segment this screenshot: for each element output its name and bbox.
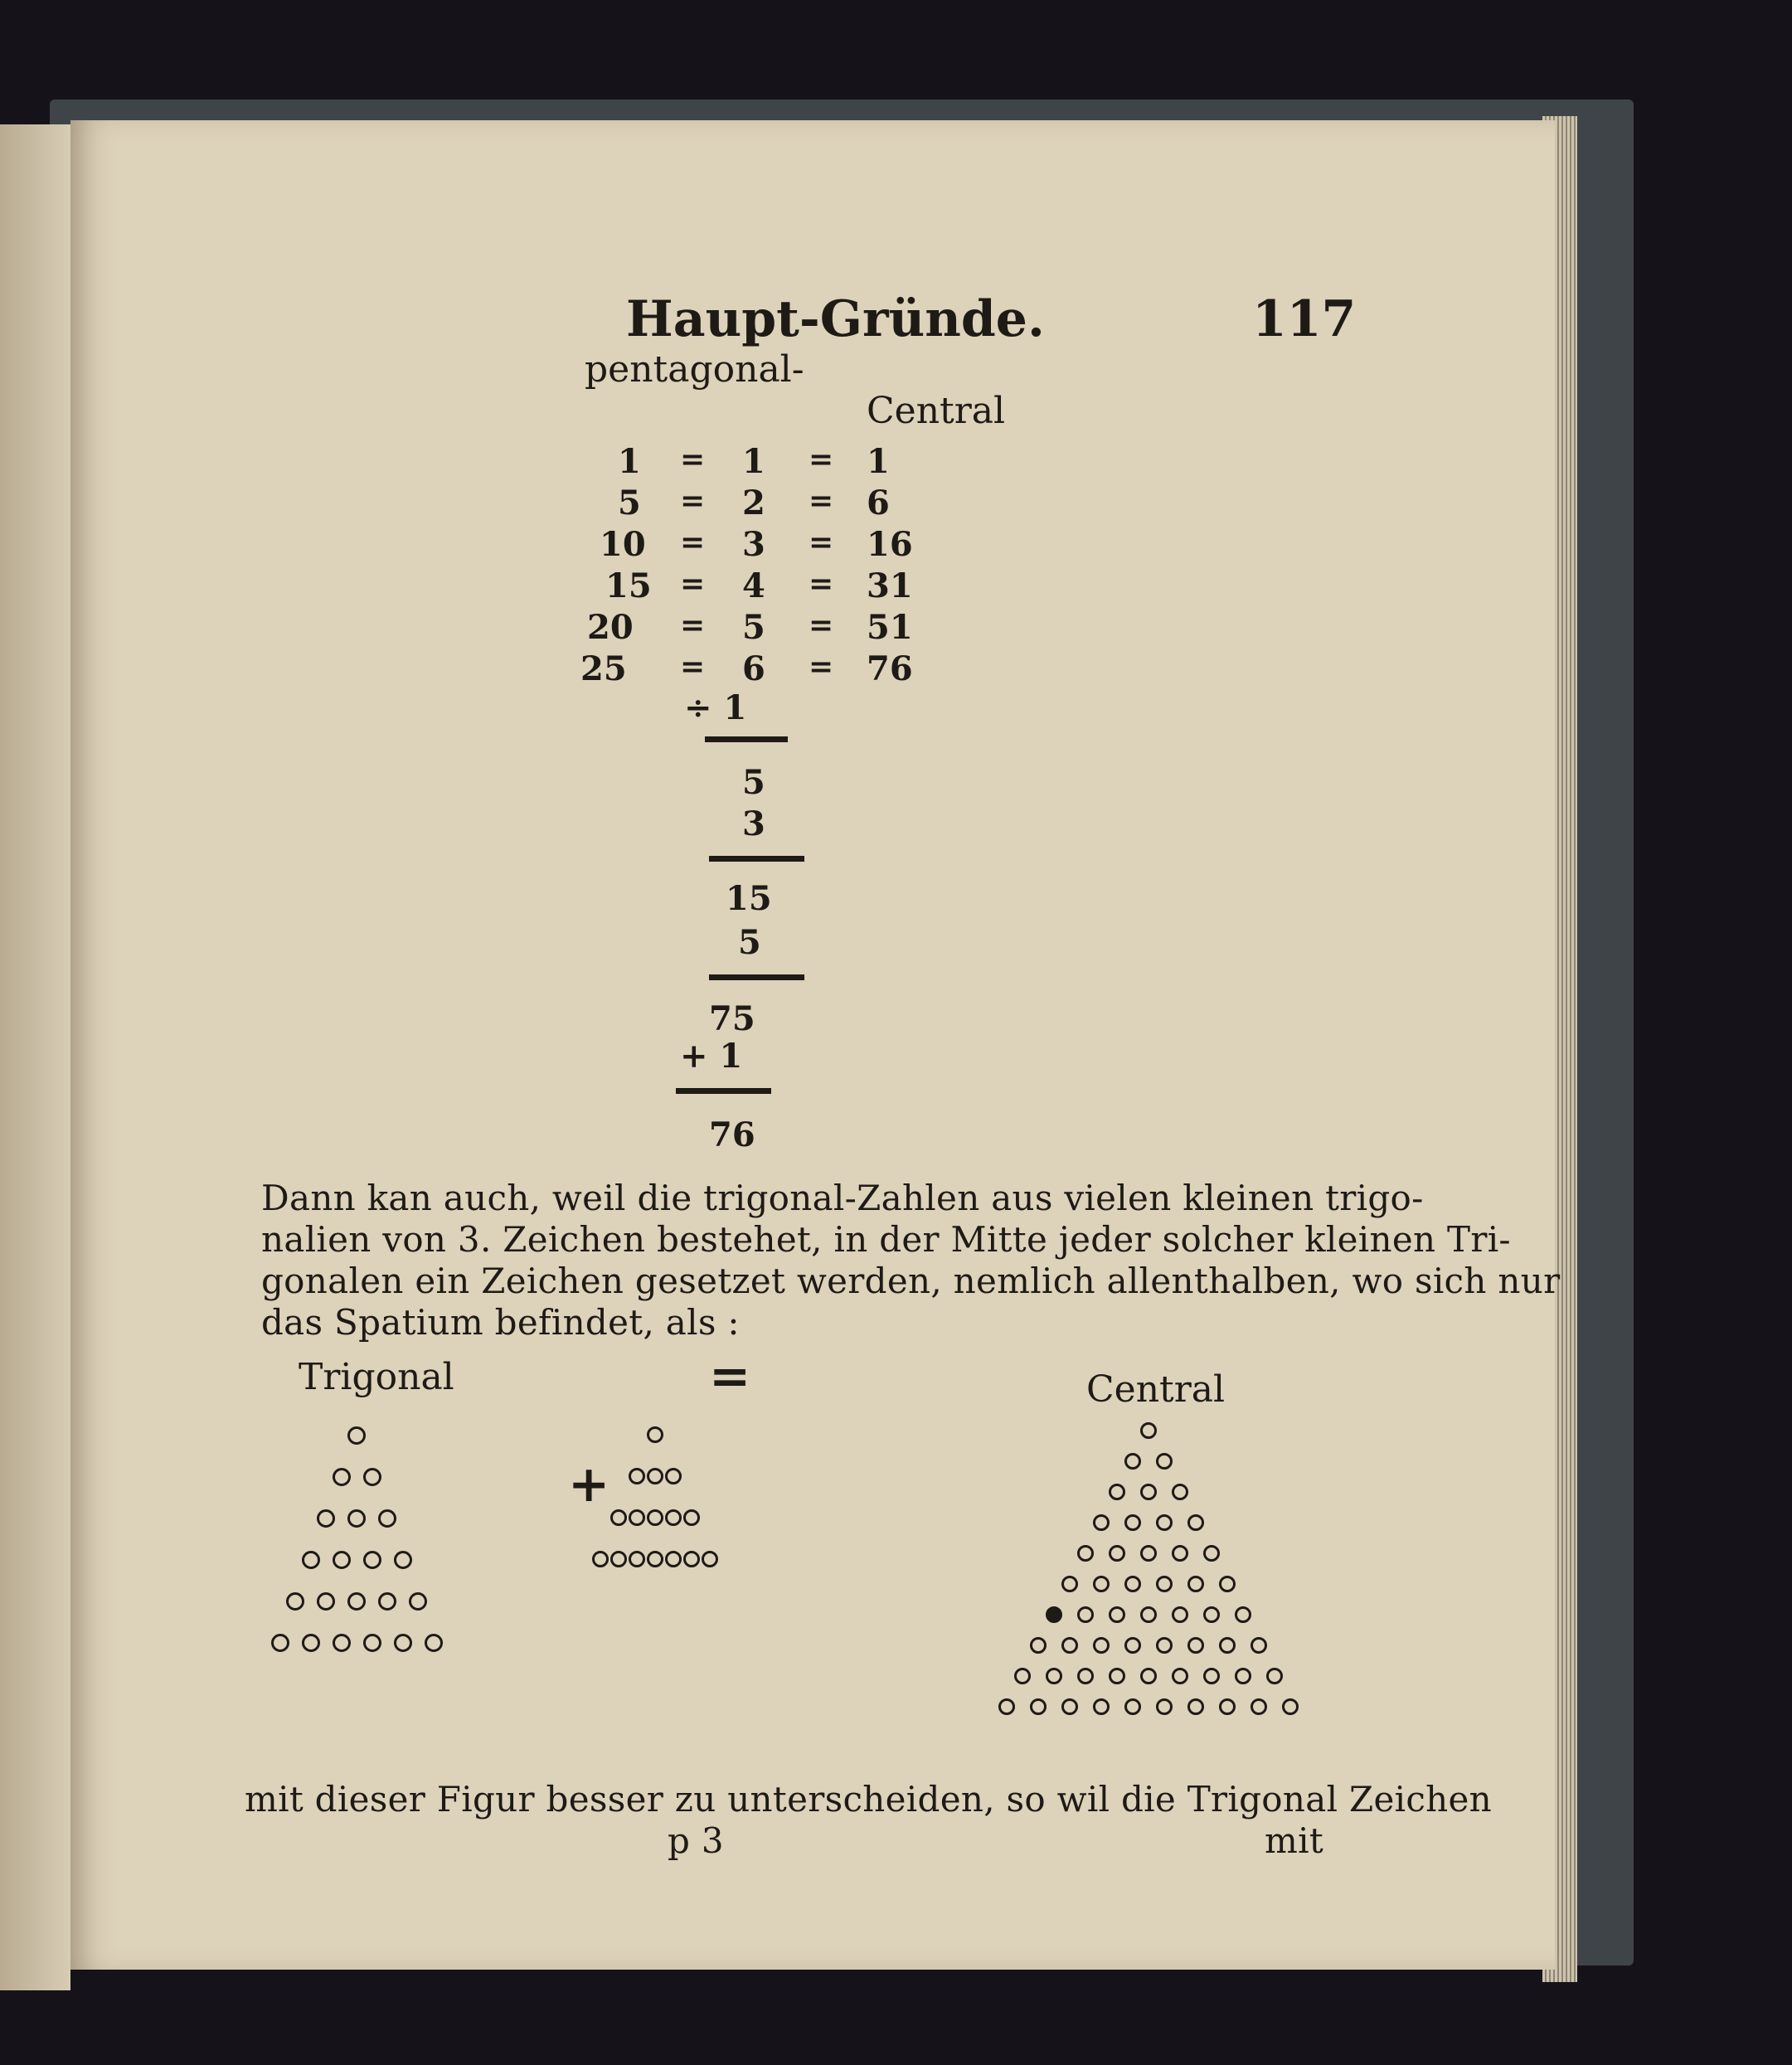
calc-step-divide: ÷ 1 <box>684 688 747 727</box>
row-separator: = <box>680 566 706 601</box>
figure-dot <box>629 1551 645 1567</box>
row-separator: = <box>680 483 706 518</box>
figure-dot <box>1093 1698 1110 1715</box>
figure-dot <box>665 1509 682 1526</box>
equals-sign: = <box>709 1348 751 1406</box>
figure-dot <box>1187 1576 1204 1592</box>
catchword: mit <box>1265 1820 1324 1861</box>
figure-dot <box>1187 1637 1204 1654</box>
figure-dot <box>629 1468 645 1484</box>
figure-dot <box>647 1509 663 1526</box>
figure-dot <box>347 1426 366 1445</box>
figure-dot <box>1061 1576 1078 1592</box>
figure-dot <box>1235 1606 1251 1623</box>
figure-dot <box>1030 1698 1047 1715</box>
figure-dot <box>1124 1637 1141 1654</box>
figure-dot <box>1077 1668 1094 1684</box>
row-separator: = <box>809 442 834 477</box>
central-column-label: Central <box>867 390 1006 432</box>
figure-dot <box>1046 1606 1062 1623</box>
signature-mark: p 3 <box>668 1820 724 1861</box>
index-value: 6 <box>742 649 765 688</box>
calc-rule-1 <box>705 736 788 742</box>
paragraph-line: nalien von 3. Zeichen bestehet, in der Mitte jeder solcher kleinen Tri- <box>261 1219 1511 1260</box>
row-separator: = <box>680 649 706 684</box>
figure-dot <box>629 1509 645 1526</box>
figure-dot <box>1172 1668 1188 1684</box>
figure-dot <box>1156 1637 1173 1654</box>
footer-line: mit dieser Figur besser zu unterscheiden, so wil die Trigonal Zeichen <box>245 1779 1493 1820</box>
index-value: 4 <box>742 566 765 605</box>
figure-dot <box>394 1551 412 1569</box>
figure-dot <box>1266 1668 1283 1684</box>
figure-dot <box>363 1551 381 1569</box>
figure-dot <box>665 1468 682 1484</box>
figure-dot <box>1109 1606 1125 1623</box>
paragraph-line: Dann kan auch, weil die trigonal-Zahlen aus vielen kleinen trigo- <box>261 1178 1424 1218</box>
figure-dot <box>1251 1637 1267 1654</box>
running-head: Haupt-Gründe. <box>626 290 1045 348</box>
figure-dot <box>1203 1545 1220 1562</box>
pentagonal-column-label: pentagonal- <box>585 348 804 391</box>
figure-dot <box>394 1634 412 1652</box>
pentagonal-value: 5 <box>618 483 641 522</box>
figure-dot <box>1140 1422 1157 1439</box>
row-separator: = <box>680 525 706 560</box>
pentagonal-value: 25 <box>580 649 627 688</box>
figure-dot <box>1219 1576 1236 1592</box>
figure-dot <box>1282 1698 1299 1715</box>
central-value: 76 <box>867 649 913 688</box>
figure-dot <box>1251 1698 1267 1715</box>
figure-dot <box>347 1592 366 1611</box>
calc-rule-3 <box>709 974 804 980</box>
plus-sign: + <box>568 1455 610 1514</box>
figure-dot <box>1093 1637 1110 1654</box>
figure-dot <box>363 1468 381 1486</box>
figure-dot <box>1203 1606 1220 1623</box>
figure-dot <box>286 1592 304 1611</box>
pentagonal-value: 1 <box>618 442 641 481</box>
figure-dot <box>683 1509 700 1526</box>
figure-dot <box>363 1634 381 1652</box>
figure-dot <box>378 1509 396 1528</box>
figure-dot <box>1140 1606 1157 1623</box>
figure-dot <box>409 1592 427 1611</box>
figure-dot <box>1172 1484 1188 1500</box>
figure-dot <box>378 1592 396 1611</box>
figure-dot <box>1156 1453 1173 1470</box>
figure-dot <box>1156 1698 1173 1715</box>
figure-dot <box>647 1468 663 1484</box>
figure-dot <box>1219 1698 1236 1715</box>
central-value: 6 <box>867 483 890 522</box>
figure-dot <box>1219 1637 1236 1654</box>
figure-dot <box>1061 1698 1078 1715</box>
figure-dot <box>647 1551 663 1567</box>
book-page <box>70 120 1561 1970</box>
figure-dot <box>333 1468 351 1486</box>
paragraph-line: gonalen ein Zeichen gesetzet werden, nemlich allenthalben, wo sich nur <box>261 1261 1561 1301</box>
central-figure-label: Central <box>1086 1368 1226 1411</box>
figure-dot <box>1140 1545 1157 1562</box>
figure-dot <box>1077 1545 1094 1562</box>
figure-dot <box>1172 1545 1188 1562</box>
figure-dot <box>1124 1576 1141 1592</box>
row-separator: = <box>809 566 834 601</box>
row-separator: = <box>809 483 834 518</box>
figure-dot <box>1140 1668 1157 1684</box>
figure-dot <box>347 1509 366 1528</box>
central-value: 51 <box>867 608 913 647</box>
figure-dot <box>1124 1698 1141 1715</box>
pentagonal-value: 15 <box>605 566 652 605</box>
figure-dot <box>271 1634 289 1652</box>
row-separator: = <box>809 525 834 560</box>
figure-dot <box>702 1551 718 1567</box>
figure-dot <box>610 1551 627 1567</box>
figure-dot <box>1172 1606 1188 1623</box>
figure-dot <box>1061 1637 1078 1654</box>
calc-rule-4 <box>676 1088 771 1094</box>
figure-dot <box>425 1634 443 1652</box>
figure-dot <box>1203 1668 1220 1684</box>
figure-dot <box>302 1551 320 1569</box>
index-value: 5 <box>742 608 765 647</box>
figure-dot <box>1046 1668 1062 1684</box>
figure-dot <box>1109 1484 1125 1500</box>
figure-dot <box>592 1551 609 1567</box>
figure-dot <box>647 1426 663 1443</box>
figure-dot <box>1093 1514 1110 1531</box>
figure-dot <box>998 1698 1015 1715</box>
figure-dot <box>1030 1637 1047 1654</box>
facing-page-edge <box>0 124 70 1990</box>
figure-dot <box>317 1509 335 1528</box>
figure-dot <box>1187 1514 1204 1531</box>
central-value: 16 <box>867 525 913 564</box>
index-value: 3 <box>742 525 765 564</box>
figure-dot <box>683 1551 700 1567</box>
central-value: 31 <box>867 566 913 605</box>
figure-dot <box>333 1634 351 1652</box>
figure-dot <box>1093 1576 1110 1592</box>
figure-dot <box>333 1551 351 1569</box>
pentagonal-value: 10 <box>600 525 646 564</box>
calc-step: 15 <box>726 879 772 918</box>
figure-dot <box>1109 1668 1125 1684</box>
calc-rule-2 <box>709 856 804 862</box>
figure-dot <box>1156 1576 1173 1592</box>
pentagonal-value: 20 <box>587 608 634 647</box>
paragraph-line: das Spatium befindet, als : <box>261 1302 740 1343</box>
figure-dot <box>1156 1514 1173 1531</box>
calc-result: 76 <box>709 1115 755 1154</box>
row-separator: = <box>809 649 834 684</box>
figure-dot <box>610 1509 627 1526</box>
calc-step: 75 <box>709 999 755 1038</box>
figure-dot <box>1140 1484 1157 1500</box>
page-number: 117 <box>1252 290 1357 348</box>
figure-dot <box>1124 1453 1141 1470</box>
figure-dot <box>1014 1668 1031 1684</box>
calc-step: 3 <box>742 804 765 843</box>
calc-step-add: + 1 <box>680 1037 743 1076</box>
row-separator: = <box>809 608 834 643</box>
figure-dot <box>1109 1545 1125 1562</box>
figure-dot <box>665 1551 682 1567</box>
central-value: 1 <box>867 442 890 481</box>
index-value: 1 <box>742 442 765 481</box>
index-value: 2 <box>742 483 765 522</box>
figure-dot <box>302 1634 320 1652</box>
calc-step: 5 <box>738 923 761 962</box>
trigonal-label: Trigonal <box>299 1356 454 1398</box>
figure-dot <box>317 1592 335 1611</box>
figure-dot <box>1235 1668 1251 1684</box>
row-separator: = <box>680 442 706 477</box>
figure-dot <box>1187 1698 1204 1715</box>
figure-dot <box>1124 1514 1141 1531</box>
calc-step: 5 <box>742 763 765 802</box>
figure-dot <box>1077 1606 1094 1623</box>
row-separator: = <box>680 608 706 643</box>
